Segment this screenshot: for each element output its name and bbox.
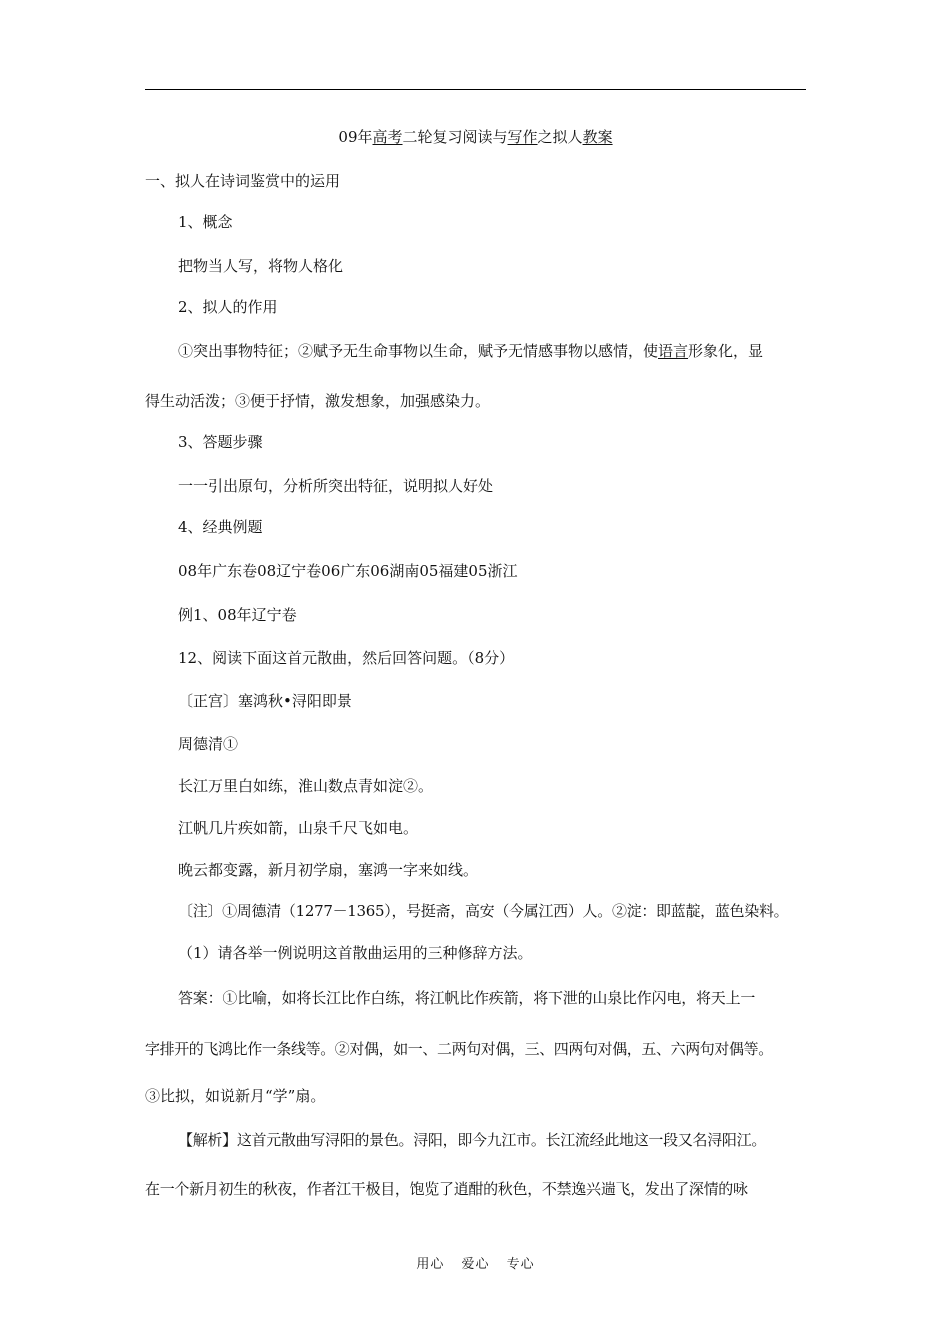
section-heading-1: 一、拟人在诗词鉴赏中的运用: [145, 172, 341, 190]
title-link-gaokao[interactable]: 高考: [372, 128, 403, 146]
page-footer: 用心 爱心 专心: [416, 1257, 535, 1272]
answer-line-1: 答案：①比喻，如将长江比作白练，将江帆比作疾箭，将下泄的山泉比作闪电，将天上一: [178, 989, 756, 1007]
item-heading-steps: 3、答题步骤: [178, 433, 263, 451]
analysis-line-1: [178, 1130, 766, 1150]
analysis-text-1: 这首元散曲写浔阳的景色。浔阳，即今九江市。长江流经此地这一段又名浔阳江。: [236, 1131, 767, 1149]
title-part-5: 之拟人: [537, 128, 583, 146]
title-link-jiaoan[interactable]: 教案: [582, 128, 613, 146]
poem-title: 〔正宫〕塞鸿秋•浔阳即景: [178, 692, 352, 710]
analysis-line-2: 在一个新月初生的秋夜，作者江干极目，饱览了逍酣的秋色，不禁逸兴遄飞，发出了深情的咏: [145, 1180, 748, 1198]
function-text-a1: ①突出事物特征；②赋予无生命事物以生命，赋予无情感事物以感情，使: [178, 342, 659, 360]
poem-line-3: 晚云都变露，新月初学扇，塞鸿一字来如线。: [178, 861, 479, 879]
document-title: [145, 127, 806, 147]
sub-question-1: （1）请各举一例说明这首散曲运用的三种修辞方法。: [178, 944, 533, 962]
item-heading-examples: 4、经典例题: [178, 518, 263, 536]
item-text-function-line2: 得生动活泼；③便于抒情，激发想象，加强感染力。: [145, 392, 491, 410]
title-part-1: 09年: [338, 128, 373, 146]
header-rule: [145, 89, 806, 90]
analysis-label: 【解析】: [178, 1131, 237, 1149]
poem-line-2: 江帆几片疾如箭，山泉千尺飞如电。: [178, 819, 419, 837]
item-heading-concept: 1、概念: [178, 213, 233, 231]
answer-line-3: ③比拟，如说新月“学”扇。: [145, 1087, 326, 1105]
title-part-3: 二轮复习阅读与: [402, 128, 508, 146]
answer-line-2: 字排开的飞鸿比作一条线等。②对偶，如一、二两句对偶，三、四两句对偶，五、六两句对偶等。: [145, 1040, 773, 1058]
question-12: 12、阅读下面这首元散曲，然后回答问题。（8分）: [178, 649, 515, 667]
poem-author: 周德清①: [178, 735, 239, 753]
function-text-a3: 形象化，显: [688, 342, 764, 360]
item-text-concept: 把物当人写，将物人格化: [178, 257, 344, 275]
item-text-examples: 08年广东卷08辽宁卷06广东06湖南05福建05浙江: [178, 562, 518, 580]
poem-line-1: 长江万里白如练，淮山数点青如淀②。: [178, 777, 434, 795]
poem-note: 〔注〕①周德清（1277－1365），号挺斋，高安（今属江西）人。②淀：即蓝靛，蓝色染料。: [178, 902, 789, 920]
function-text-a: [178, 341, 763, 361]
example-1-heading: 例1、08年辽宁卷: [178, 606, 297, 624]
title-link-xiezuo[interactable]: 写作: [507, 128, 538, 146]
item-text-steps: 一一引出原句，分析所突出特征，说明拟人好处: [178, 477, 494, 495]
item-text-function-line1: [178, 341, 806, 361]
item-heading-function: 2、拟人的作用: [178, 298, 278, 316]
link-yuyan[interactable]: 语言: [658, 342, 689, 360]
